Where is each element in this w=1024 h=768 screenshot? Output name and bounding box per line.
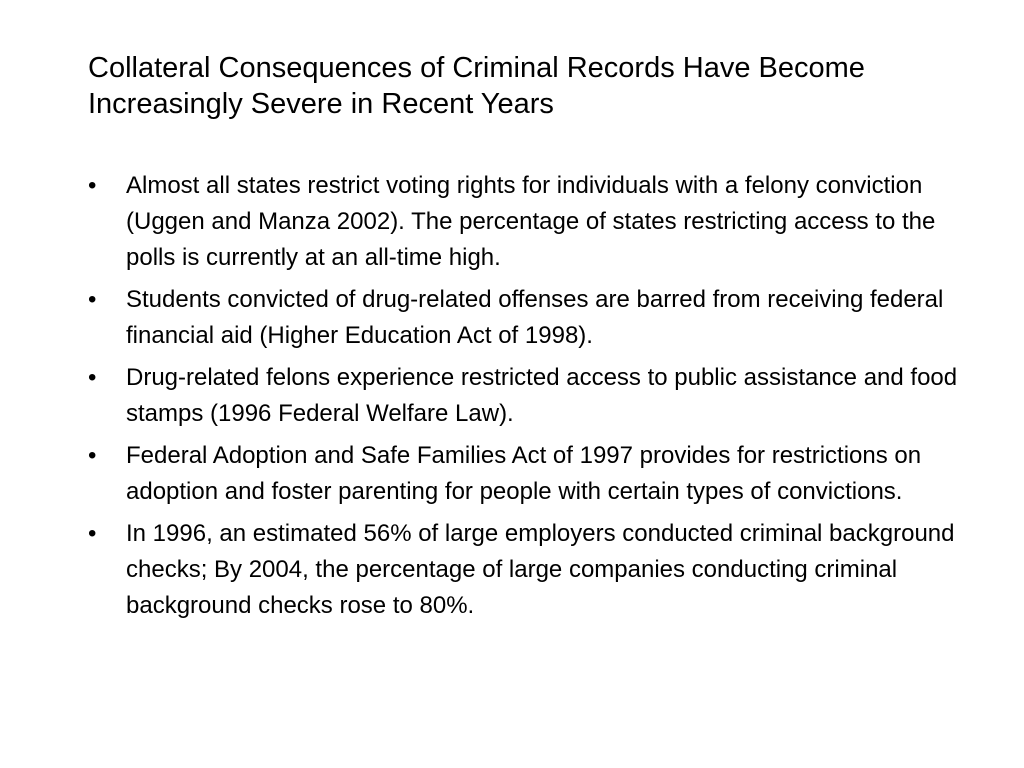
- bullet-text: Students convicted of drug-related offenses are barred from receiving federal financial aid (Higher Education Act of 1998).: [126, 286, 944, 349]
- bullet-icon: •: [88, 364, 97, 391]
- bullet-item-voting-rights: [88, 168, 958, 276]
- bullet-icon: •: [88, 520, 97, 547]
- bullet-list: [88, 168, 958, 630]
- bullet-item-public-assistance: [88, 360, 958, 432]
- bullet-item-financial-aid: [88, 282, 958, 354]
- bullet-item-background-checks: [88, 516, 958, 624]
- bullet-text: Drug-related felons experience restricted access to public assistance and food stamps (1996 Federal Welfare Law).: [126, 364, 958, 427]
- slide-title: Collateral Consequences of Criminal Records Have Become Increasingly Severe in Recent Years: [88, 52, 865, 120]
- bullet-text: Almost all states restrict voting rights for individuals with a felony conviction (Uggen and Manza 2002). The percentage of states restricting access to the polls is currently at an all-time high.: [126, 172, 936, 271]
- bullet-icon: •: [88, 442, 97, 469]
- bullet-item-adoption: [88, 438, 958, 510]
- bullet-icon: •: [88, 286, 97, 313]
- bullet-text: In 1996, an estimated 56% of large employers conducted criminal background checks; By 2004, the percentage of large companies conducting criminal background checks rose to 80%.: [126, 520, 955, 619]
- bullet-text: Federal Adoption and Safe Families Act of 1997 provides for restrictions on adoption and foster parenting for people with certain types of convictions.: [126, 442, 922, 505]
- bullet-icon: •: [88, 172, 97, 199]
